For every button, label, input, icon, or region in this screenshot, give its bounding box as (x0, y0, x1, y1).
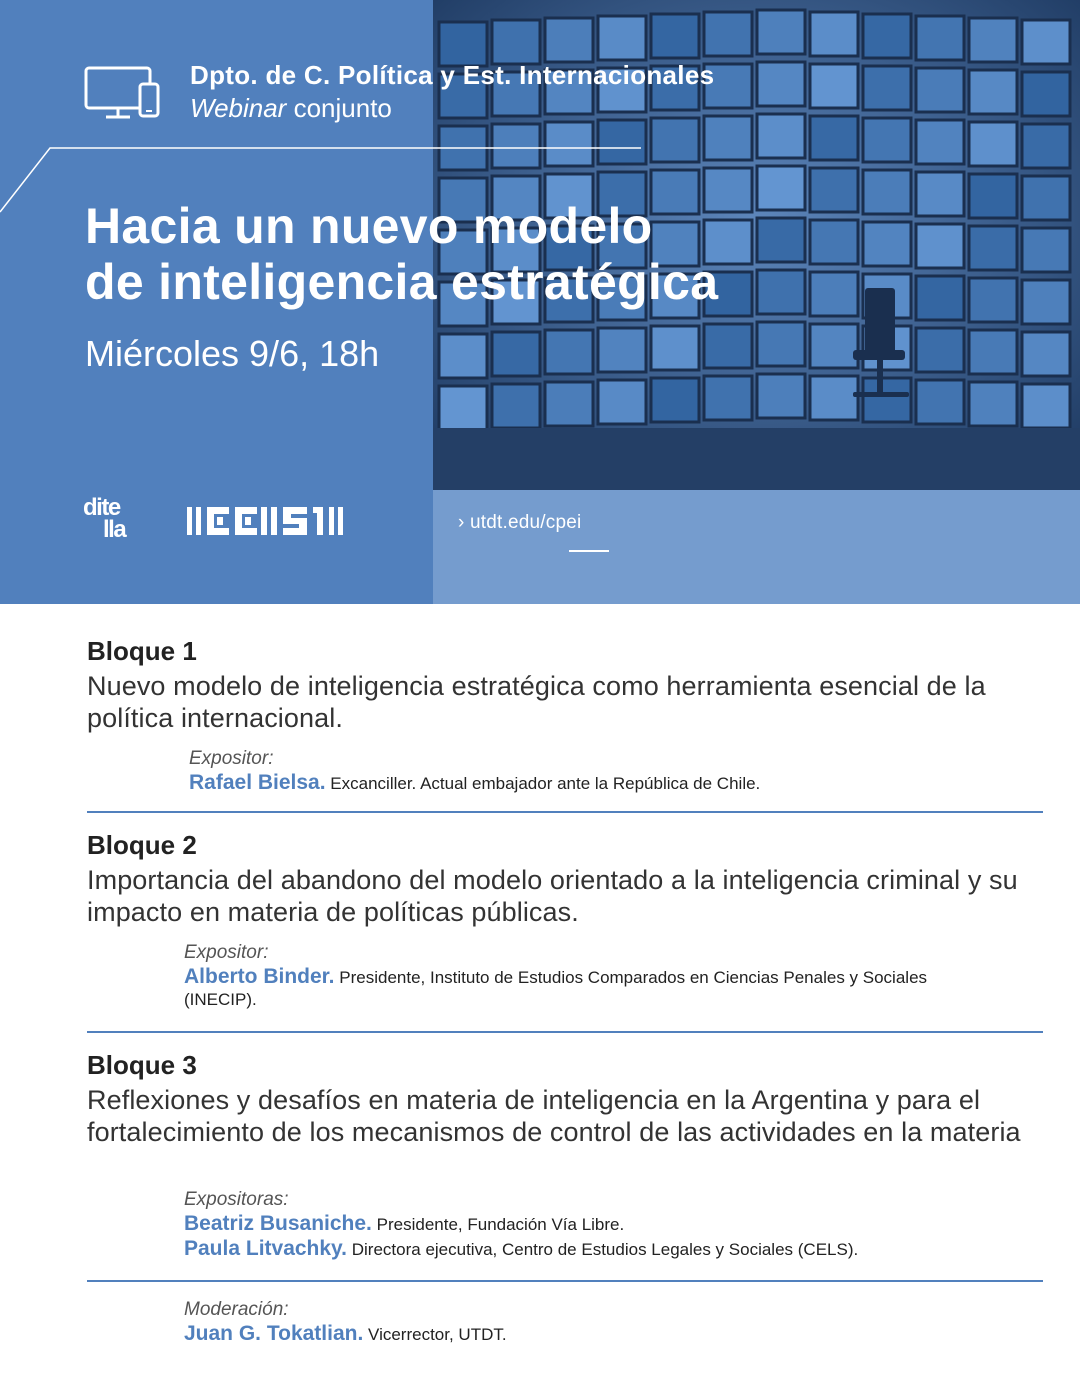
monitor-screen (704, 116, 752, 160)
speaker-name: Alberto Binder. (184, 965, 335, 988)
monitor-screen (757, 322, 805, 366)
monitor-screen (810, 376, 858, 420)
moderation-role: Moderación: (184, 1299, 289, 1320)
block-1-description: Nuevo modelo de inteligencia estratégica como herramienta esencial de la política internacional. (87, 671, 986, 733)
monitor-screen (863, 222, 911, 266)
monitor-screen (916, 68, 964, 112)
monitor-screen (863, 378, 911, 422)
website-link[interactable]: › utdt.edu/cpei (458, 512, 582, 533)
block-3-role: Expositoras: (184, 1189, 289, 1210)
monitor-screen (916, 172, 964, 216)
monitor-screen (757, 374, 805, 418)
monitor-screen (810, 324, 858, 368)
monitor-screen (545, 330, 593, 374)
monitor-screen (1022, 332, 1070, 376)
speaker-name: Rafael Bielsa. (189, 771, 326, 794)
monitor-screen (969, 330, 1017, 374)
monitor-screen (969, 174, 1017, 218)
monitor-screen (863, 14, 911, 58)
link-underline (569, 550, 609, 552)
monitor-screen (492, 332, 540, 376)
ditella-logo (83, 494, 126, 543)
monitor-screen (916, 16, 964, 60)
monitor-screen (757, 114, 805, 158)
monitor-screen (757, 270, 805, 314)
block-2-role: Expositor: (184, 942, 269, 963)
monitor-screen (969, 382, 1017, 426)
monitor-screen (916, 276, 964, 320)
monitor-screen (810, 220, 858, 264)
monitor-screen (863, 170, 911, 214)
monitor-screen (1022, 176, 1070, 220)
monitor-screen (598, 16, 646, 60)
monitor-screen (916, 380, 964, 424)
monitor-screen (757, 10, 805, 54)
webinar-word: Webinar (190, 93, 287, 123)
block-3-label: Bloque 3 (87, 1050, 197, 1080)
block-1-speaker (189, 772, 1039, 795)
monitor-screen (1022, 280, 1070, 324)
monitor-screen (969, 278, 1017, 322)
monitor-screen (1022, 20, 1070, 64)
monitor-screen (651, 14, 699, 58)
speaker-detail: Directora ejecutiva, Centro de Estudios Legales y Sociales (CELS). (347, 1240, 859, 1259)
monitor-screen (969, 70, 1017, 114)
monitor-screen (969, 226, 1017, 270)
monitor-screen (704, 376, 752, 420)
event-header (0, 0, 1080, 604)
block-1-role: Expositor: (189, 748, 274, 769)
monitor-screen (810, 168, 858, 212)
monitor-screen (492, 384, 540, 428)
monitor-screen (810, 272, 858, 316)
block-1-label: Bloque 1 (87, 636, 197, 666)
monitor-screen (704, 324, 752, 368)
speaker-detail: Excanciller. Actual embajador ante la República de Chile. (325, 774, 761, 793)
monitor-screen (651, 118, 699, 162)
block-2-description: Importancia del abandono del modelo orientado a la inteligencia criminal y su impacto en materia de políticas públicas. (87, 865, 1018, 927)
monitor-screen (651, 326, 699, 370)
title-line-2: de inteligencia estratégica (85, 254, 719, 310)
monitor-screen (1022, 72, 1070, 116)
monitor-screen (863, 118, 911, 162)
monitor-screen (757, 166, 805, 210)
monitor-screen (1022, 228, 1070, 272)
monitor-screen (598, 380, 646, 424)
moderator-detail: Vicerrector, UTDT. (363, 1325, 507, 1344)
url-band (433, 490, 1080, 604)
block-3-speaker-1 (184, 1213, 1044, 1236)
block-2-label: Bloque 2 (87, 830, 197, 860)
monitor-screen (704, 12, 752, 56)
block-separator (87, 1280, 1043, 1282)
monitor-screen (916, 120, 964, 164)
speaker-detail: Presidente, Instituto de Estudios Comparados en Ciencias Penales y Sociales (INECIP). (184, 968, 928, 1009)
monitor-screen (651, 378, 699, 422)
monitor-screen (969, 122, 1017, 166)
monitor-screen (492, 20, 540, 64)
monitor-screen (757, 218, 805, 262)
block-3-description: Reflexiones y desafíos en materia de inteligencia en la Argentina y para el fortalecimiento de los mecanismos de control de las actividades en la materia (87, 1085, 1021, 1147)
event-date: Miércoles 9/6, 18h (85, 333, 380, 374)
moderator (184, 1323, 1044, 1346)
conjunto-word: conjunto (286, 93, 392, 123)
monitor-screen (757, 62, 805, 106)
event-title (85, 198, 718, 310)
monitor-screen (545, 18, 593, 62)
speaker-name: Paula Litvachky. (184, 1237, 348, 1260)
desktop-mobile-icon (84, 66, 162, 120)
monitor-screen (863, 66, 911, 110)
icso-logo (187, 505, 352, 537)
block-separator (87, 1031, 1043, 1033)
moderator-name: Juan G. Tokatlian. (184, 1322, 364, 1345)
ditella-logo-line-1: dite (83, 494, 120, 521)
block-separator (87, 811, 1043, 813)
monitor-screen (439, 386, 487, 430)
ditella-logo-line-2: lla (103, 516, 126, 543)
block-3-speaker-2 (184, 1238, 1054, 1261)
monitor-screen (810, 116, 858, 160)
monitor-screen (439, 334, 487, 378)
department-name: Dpto. de C. Política y Est. Internacionales (190, 60, 715, 90)
speaker-detail: Presidente, Fundación Vía Libre. (371, 1215, 625, 1234)
title-line-1: Hacia un nuevo modelo (85, 198, 653, 254)
monitor-screen (810, 12, 858, 56)
monitor-screen (545, 382, 593, 426)
block-2-speaker (184, 966, 1004, 1011)
speaker-name: Beatriz Busaniche. (184, 1212, 372, 1235)
monitor-screen (916, 328, 964, 372)
monitor-screen (1022, 124, 1070, 168)
webinar-subtitle (190, 93, 392, 124)
monitor-screen (969, 18, 1017, 62)
monitor-screen (1022, 384, 1070, 428)
program-blocks (0, 604, 1080, 1376)
monitor-screen (916, 224, 964, 268)
monitor-screen (598, 328, 646, 372)
monitor-screen (810, 64, 858, 108)
